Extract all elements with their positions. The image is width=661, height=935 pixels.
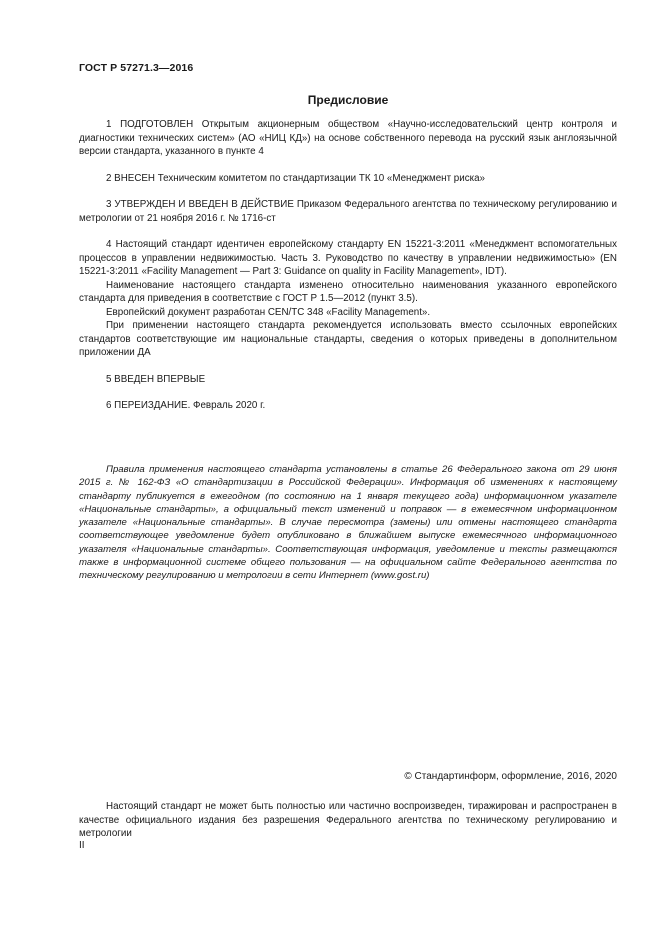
section-4-paragraph-1: 4 Настоящий стандарт идентичен европейскому стандарту EN 15221-3:2011 «Менеджмент вспомогательных процессов в управлении недвижимостью. Часть 3. Руководство по качеству в управлении недвижимостью» (EN 15221-3:2011 «Facility Management — Part 3: Guidance on quality in Facility Management», IDT). [79, 239, 617, 277]
reproduction-notice: Настоящий стандарт не может быть полностью или частично воспроизведен, тиражирован и распространен в качестве официального издания без разрешения Федерального агентства по техническому регулированию и метрологии [79, 801, 617, 839]
section-1: 1 ПОДГОТОВЛЕН Открытым акционерным обществом «Научно-исследовательский центр контроля и диагностики технических систем» (АО «НИЦ КД») на основе собственного перевода на русский язык англоязычной версии стандарта, указанного в пункте 4 [79, 119, 617, 157]
section-4-paragraph-2: Наименование настоящего стандарта изменено относительно наименования указанного европейского стандарта для приведения в соответствие с ГОСТ Р 1.5—2012 (пункт 3.5). [79, 279, 617, 304]
section-2: 2 ВНЕСЕН Техническим комитетом по стандартизации ТК 10 «Менеджмент риска» [106, 172, 485, 184]
section-3: 3 УТВЕРЖДЕН И ВВЕДЕН В ДЕЙСТВИЕ Приказом Федерального агентства по техническому регулированию и метрологии от 21 ноября 2016 г. № 1716-ст [79, 199, 617, 224]
section-5: 5 ВВЕДЕН ВПЕРВЫЕ [106, 373, 206, 385]
page-number: II [79, 840, 85, 851]
section-4-paragraph-4: При применении настоящего стандарта рекомендуется использовать вместо ссылочных европейских стандартов соответствующие им национальные стандарты, сведения о которых приведены в дополнительном приложении ДА [79, 320, 617, 358]
section-4-paragraph-3: Европейский документ разработан CEN/TC 348 «Facility Management». [106, 306, 431, 318]
page-title: Предисловие [307, 93, 389, 107]
foreword-body [79, 118, 617, 413]
copyright-line: © Стандартинформ, оформление, 2016, 2020 [404, 771, 617, 782]
section-6: 6 ПЕРЕИЗДАНИЕ. Февраль 2020 г. [106, 400, 266, 411]
standard-usage-notice: Правила применения настоящего стандарта установлены в статье 26 Федерального закона от 29 июня 2015 г. № 162-ФЗ «О стандартизации в Российской Федерации». Информация об изменениях к настоящему стандарту публикуется в ежегодном (по состоянию на 1 января текущего года) информационном указателе «Национальные стандарты», а официальный текст изменений и поправок — в ежемесячном информационном указателе «Национальные стандарты». В случае пересмотра (замены) или отмены настоящего стандарта соответствующее уведомление будет опубликовано в ближайшем выпуске ежемесячного информационного указателя «Национальные стандарты». Соответствующая информация, уведомление и тексты размещаются также в информационной системе общего пользования — на официальном сайте Федерального агентства по техническому регулированию и метрологии в сети Интернет (www.gost.ru) [79, 464, 617, 582]
standard-id: ГОСТ Р 57271.3—2016 [79, 62, 194, 74]
